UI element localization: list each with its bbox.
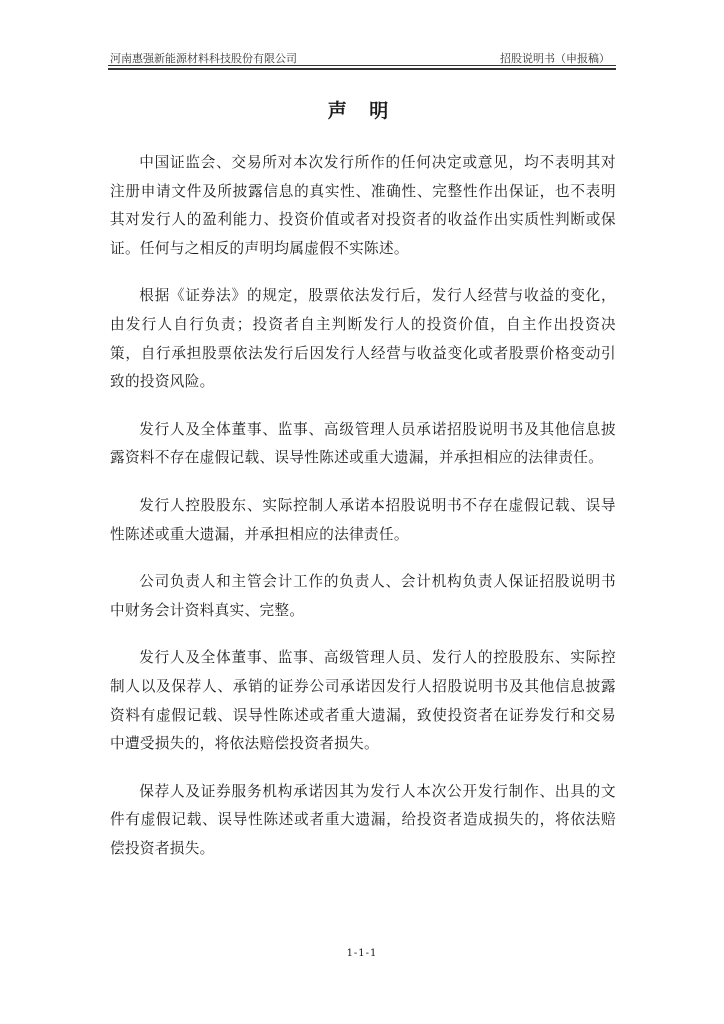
paragraph-3: 发行人及全体董事、监事、高级管理人员承诺招股说明书及其他信息披露资料不存在虚假记载、误导性陈述或重大遗漏，并承担相应的法律责任。 — [110, 420, 616, 467]
header-company-name: 河南惠强新能源材料科技股份有限公司 — [110, 52, 297, 65]
declaration-body — [110, 149, 616, 882]
header-document-name: 招股说明书（申报稿） — [500, 52, 610, 65]
header-rule-thin — [108, 65, 616, 66]
page-number: 1-1-1 — [346, 948, 378, 959]
paragraph-5: 公司负责人和主管会计工作的负责人、会计机构负责人保证招股说明书中财务会计资料真实、完整。 — [110, 573, 616, 619]
page-header — [108, 48, 616, 66]
paragraph-1: 中国证监会、交易所对本次发行所作的任何决定或意见，均不表明其对注册申请文件及所披露信息的真实性、准确性、完整性作出保证，也不表明其对发行人的盈利能力、投资价值或者对投资者的收益作出实质性判断或保证。任何与之相反的声明均属虚假不实陈述。 — [110, 154, 616, 257]
header-rule-thick — [108, 68, 616, 70]
paragraph-4: 发行人控股股东、实际控制人承诺本招股说明书不存在虚假记载、误导性陈述或重大遗漏，并承担相应的法律责任。 — [110, 496, 616, 543]
page-title: 声 明 — [327, 100, 397, 122]
paragraph-7: 保荐人及证券服务机构承诺因其为发行人本次公开发行制作、出具的文件有虚假记载、误导性陈述或者重大遗漏，给投资者造成损失的，将依法赔偿投资者损失。 — [110, 782, 616, 857]
paragraph-6: 发行人及全体董事、监事、高级管理人员、发行人的控股股东、实际控制人以及保荐人、承销的证券公司承诺因发行人招股说明书及其他信息披露资料有虚假记载、误导性陈述或者重大遗漏，致使投资者在证券发行和交易中遭受损失的，将依法赔偿投资者损失。 — [110, 649, 616, 753]
paragraph-2: 根据《证券法》的规定，股票依法发行后，发行人经营与收益的变化，由发行人自行负责；投资者自主判断发行人的投资价值，自主作出投资决策，自行承担股票依法发行后因发行人经营与收益变化或者股票价格变动引致的投资风险。 — [110, 287, 616, 391]
